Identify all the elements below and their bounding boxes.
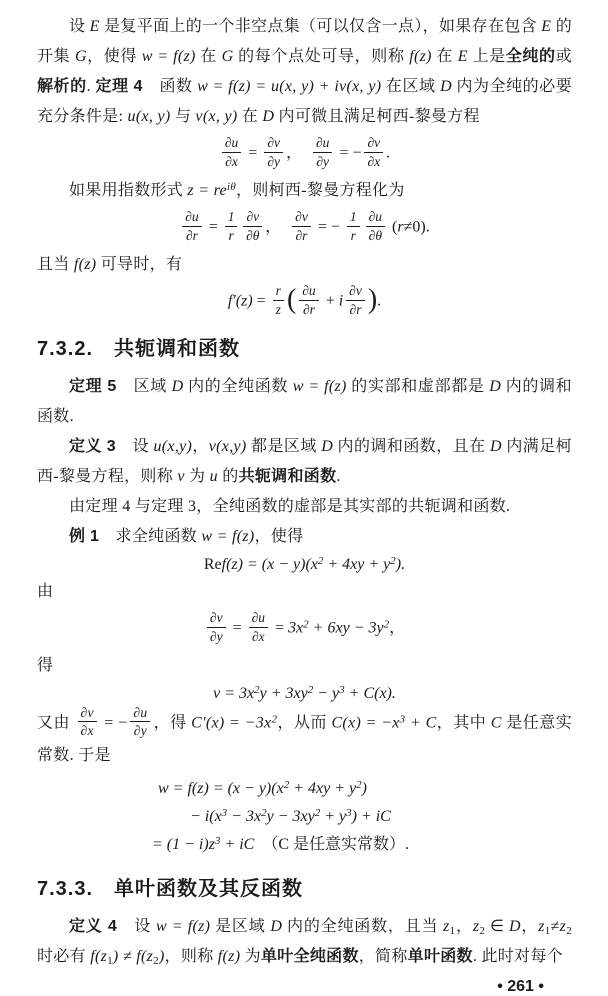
paragraph-theorem-5: 定理 5 区域 D 内的全纯函数 w = f(z) 的实部和虚部都是 D 内的调和函数. [37, 378, 572, 426]
formula-cauchy-riemann: $\frac{\partial u}{\partial x}$ = $\frac{\partial v}{\partial y}$ ， $\frac{\partial u}{\partial y}$ = − $\frac{\partial v}{\partial x}$ . [37, 137, 572, 171]
formula-derivative-polar: f′(z) = $\frac{r}{z}$ ( $\frac{\partial u}{\partial r}$ + i $\frac{\partial v}{\partial r}$ ). [227, 283, 382, 317]
paragraph-corollary: 由定理 4 与定理 3，全纯函数的虚部是其实部的共轭调和函数. [69, 498, 511, 516]
paragraph-definition-4: 定义 4 设 w = f(z) 是区域 D 内的全纯函数，且当 $z_1$，$z_2$ ∈ D，$z_1\ne z_2$ 时必有 $f(z_1) \ne f(z_2)$，则称 f(z) 为单叶全纯函数，简称单叶函数. 此时对每个 [37, 917, 572, 967]
formula-w-block [152, 775, 572, 859]
paragraph-de: 得 [37, 657, 54, 675]
formula-cauchy-riemann-polar: $\frac{\partial u}{\partial r}$ = $\frac{1}{r}$ $\frac{\partial v}{\partial\theta}$ ， $\frac{\partial v}{\partial r}$ = − $\frac{1}{r}$ $\frac{\partial u}{\partial\theta}$ (r≠0). [37, 211, 572, 245]
paragraph-example-1: 例 1 求全纯函数 w = f(z)，使得 [69, 528, 304, 546]
paragraph-again-cr: 又由 $\frac{\partial v}{\partial x}$ = − $\frac{\partial u}{\partial y}$ ，得 $C'(x) = -3x^2$，从而 $C(x) = -x^3 + C$，其中 C 是任意实常数. 于是 [37, 704, 573, 764]
section-heading-7-3-2: 7.3.2. 共轭调和函数 [37, 338, 241, 361]
formula-dv-dy: $\frac{\partial v}{\partial y}$ = $\frac{\partial u}{\partial x}$ = $3x^2 + 6xy - 3y^2$， [37, 612, 572, 646]
paragraph-you: 由 [37, 583, 54, 601]
formula-w-line-1: $w = f(z) = (x - y)(x^2 + 4xy + y^2)$ [158, 778, 367, 797]
formula-re-f: $Ref(z) = (x - y)(x^2 + 4xy + y^2)$. [203, 555, 406, 574]
paragraph-derivative-intro: 且当 f(z) 可导时，有 [37, 256, 183, 274]
paragraph-intro-theorem-4: 设 E 是复平面上的一个非空点集（可以仅含一点），如果存在包含 E 的开集 G，使得 w = f(z) 在 G 的每个点处可导，则称 f(z) 在 E 上是全纯的或解析的. 定理 4 函数 w = f(z) = u(x, y) + iv(x, y) 在区域 D 内为全纯的必要充分条件是: u(x, y) 与 v(x, y) 在 D 内可微且满足柯西-黎曼方程 [37, 18, 573, 125]
formula-w-line-2: − $i(x^3 - 3x^2y - 3xy^2 + y^3)$ + iC [190, 806, 391, 825]
paragraph-definition-3: 定义 3 设 u(x,y)，v(x,y) 都是区域 D 内的调和函数，且在 D 内满足柯西-黎曼方程，则称 v 为 u 的共轭调和函数. [37, 438, 572, 486]
paragraph-exponential-form: 如果用指数形式 $z = re^{i\theta}$，则柯西-黎曼方程化为 [69, 181, 405, 200]
section-heading-7-3-3: 7.3.3. 单叶函数及其反函数 [37, 877, 304, 900]
formula-w-line-3: = $(1 - i)z^3$ + iC （C 是任意实常数）. [152, 834, 410, 853]
formula-v: $v = 3x^2y + 3xy^2 - y^3 + C(x)$. [213, 684, 396, 703]
page-number: • 261 • [497, 977, 544, 995]
